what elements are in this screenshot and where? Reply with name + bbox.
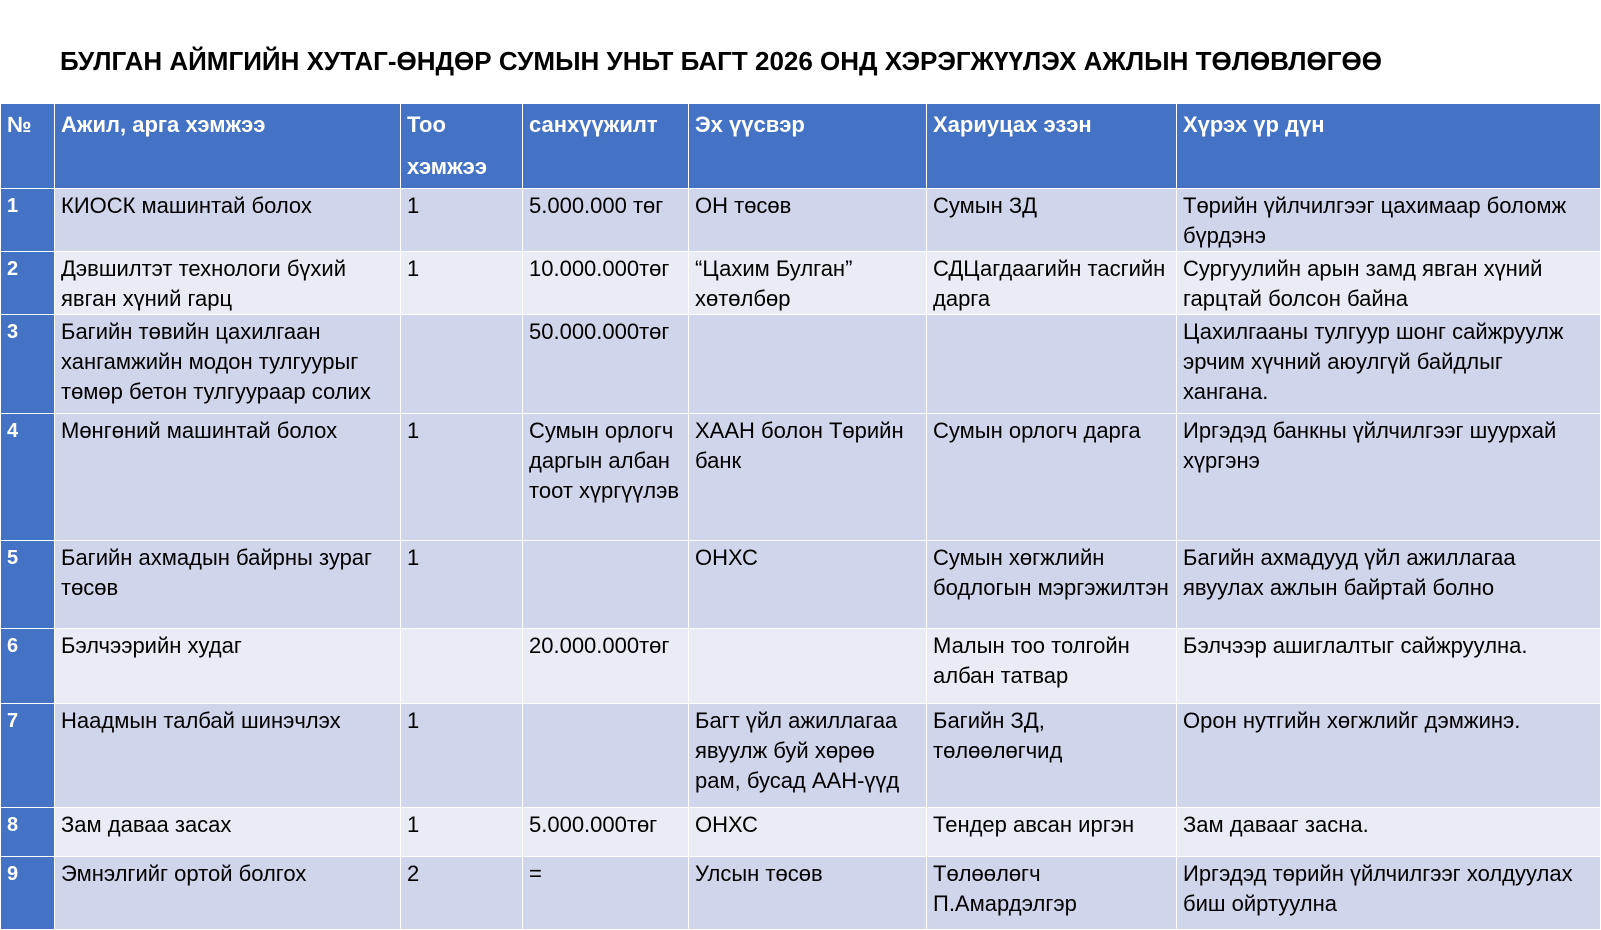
cell-source: ОН төсөв — [689, 189, 927, 252]
header-num: № — [1, 104, 55, 189]
table-header-row — [1, 104, 1601, 189]
cell-num: 9 — [1, 857, 55, 930]
cell-result: Иргэдэд төрийн үйлчилгээг холдуулах биш ойртуулна — [1177, 857, 1601, 930]
cell-source: ХААН болон Төрийн банк — [689, 414, 927, 541]
cell-task: Дэвшилтэт технологи бүхий явган хүний гарц — [55, 252, 401, 315]
header-responsible: Хариуцах эзэн — [927, 104, 1177, 189]
cell-num: 3 — [1, 315, 55, 414]
cell-qty: 1 — [401, 252, 523, 315]
cell-funding — [523, 541, 689, 629]
header-qty: Тоо хэмжээ — [401, 104, 523, 189]
cell-source: Улсын төсөв — [689, 857, 927, 930]
cell-responsible: Сумын орлогч дарга — [927, 414, 1177, 541]
cell-task: Эмнэлгийг ортой болгох — [55, 857, 401, 930]
cell-result: Төрийн үйлчилгээг цахимаар боломж бүрдэнэ — [1177, 189, 1601, 252]
cell-source — [689, 315, 927, 414]
cell-funding: 5.000.000 төг — [523, 189, 689, 252]
cell-qty: 1 — [401, 808, 523, 857]
cell-responsible: Малын тоо толгойн албан татвар — [927, 629, 1177, 704]
cell-result: Орон нутгийн хөгжлийг дэмжинэ. — [1177, 704, 1601, 808]
cell-responsible: Сумын ЗД — [927, 189, 1177, 252]
cell-responsible: СДЦагдаагийн тасгийн дарга — [927, 252, 1177, 315]
cell-result: Иргэдэд банкны үйлчилгээг шуурхай хүргэнэ — [1177, 414, 1601, 541]
cell-responsible: Багийн ЗД, төлөөлөгчид — [927, 704, 1177, 808]
header-task: Ажил, арга хэмжээ — [55, 104, 401, 189]
cell-result: Бэлчээр ашиглалтыг сайжруулна. — [1177, 629, 1601, 704]
cell-result: Сургуулийн арын замд явган хүний гарцтай болсон байна — [1177, 252, 1601, 315]
cell-qty: 1 — [401, 541, 523, 629]
cell-funding: = — [523, 857, 689, 930]
cell-responsible: Төлөөлөгч П.Амардэлгэр — [927, 857, 1177, 930]
table-row — [1, 629, 1601, 704]
cell-funding — [523, 704, 689, 808]
cell-task: Зам даваа засах — [55, 808, 401, 857]
cell-result: Зам давааг засна. — [1177, 808, 1601, 857]
table-row — [1, 252, 1601, 315]
header-funding: санхүүжилт — [523, 104, 689, 189]
cell-num: 2 — [1, 252, 55, 315]
cell-qty: 1 — [401, 189, 523, 252]
cell-responsible: Тендер авсан иргэн — [927, 808, 1177, 857]
cell-source — [689, 629, 927, 704]
cell-responsible — [927, 315, 1177, 414]
cell-qty: 1 — [401, 704, 523, 808]
cell-task: Мөнгөний машинтай болох — [55, 414, 401, 541]
cell-qty — [401, 629, 523, 704]
cell-num: 8 — [1, 808, 55, 857]
table-row — [1, 414, 1601, 541]
cell-num: 6 — [1, 629, 55, 704]
table-row — [1, 315, 1601, 414]
table-row — [1, 189, 1601, 252]
header-result: Хүрэх үр дүн — [1177, 104, 1601, 189]
table-row — [1, 541, 1601, 629]
cell-qty — [401, 315, 523, 414]
cell-source: Багт үйл ажиллагаа явуулж буй хөрөө рам, бусад ААН-үүд — [689, 704, 927, 808]
cell-task: Наадмын талбай шинэчлэх — [55, 704, 401, 808]
cell-funding: Сумын орлогч даргын албан тоот хүргүүлэв — [523, 414, 689, 541]
header-source: Эх үүсвэр — [689, 104, 927, 189]
cell-num: 7 — [1, 704, 55, 808]
cell-responsible: Сумын хөгжлийн бодлогын мэргэжилтэн — [927, 541, 1177, 629]
plan-table — [0, 103, 1601, 930]
cell-qty: 2 — [401, 857, 523, 930]
cell-result: Цахилгааны тулгуур шонг сайжруулж эрчим хүчний аюулгүй байдлыг хангана. — [1177, 315, 1601, 414]
cell-task: КИОСК машинтай болох — [55, 189, 401, 252]
cell-funding: 10.000.000төг — [523, 252, 689, 315]
table-row — [1, 857, 1601, 930]
cell-source: “Цахим Булган” хөтөлбөр — [689, 252, 927, 315]
cell-result: Багийн ахмадууд үйл ажиллагаа явуулах ажлын байртай болно — [1177, 541, 1601, 629]
cell-funding: 5.000.000төг — [523, 808, 689, 857]
cell-num: 5 — [1, 541, 55, 629]
cell-funding: 20.000.000төг — [523, 629, 689, 704]
table-row — [1, 704, 1601, 808]
cell-qty: 1 — [401, 414, 523, 541]
cell-task: Бэлчээрийн худаг — [55, 629, 401, 704]
table-row — [1, 808, 1601, 857]
cell-funding: 50.000.000төг — [523, 315, 689, 414]
cell-num: 1 — [1, 189, 55, 252]
cell-task: Багийн ахмадын байрны зураг төсөв — [55, 541, 401, 629]
cell-num: 4 — [1, 414, 55, 541]
cell-task: Багийн төвийн цахилгаан хангамжийн модон тулгуурыг төмөр бетон тулгуураар солих — [55, 315, 401, 414]
page-title: БУЛГАН АЙМГИЙН ХУТАГ-ӨНДӨР СУМЫН УНЬТ БАГТ 2026 ОНД ХЭРЭГЖҮҮЛЭХ АЖЛЫН ТӨЛӨВЛӨГӨӨ — [60, 46, 1382, 76]
cell-source: ОНХС — [689, 808, 927, 857]
cell-source: ОНХС — [689, 541, 927, 629]
